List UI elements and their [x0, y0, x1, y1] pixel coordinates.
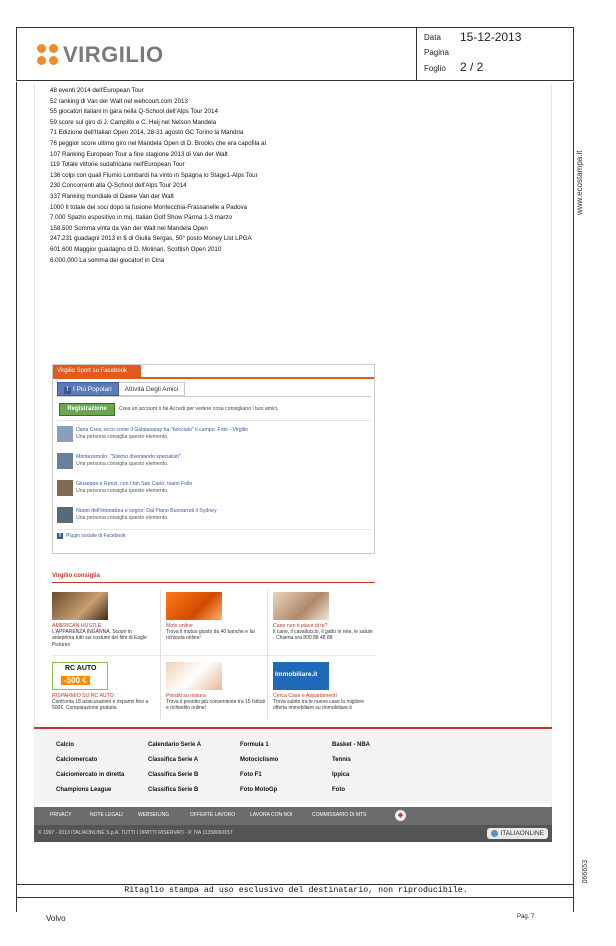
- promo-image[interactable]: [166, 662, 222, 690]
- fact-item: 1000 Il totale dei soci dopo la fusione Montecchia-Frassanelle a Padova: [50, 203, 248, 211]
- promo-title[interactable]: Moto online: [166, 623, 193, 629]
- bottom-link[interactable]: LAVORA CON NOI: [250, 812, 293, 818]
- logo-cell: [17, 28, 417, 80]
- fact-item: 158.500 Somma vinta da Van der Walt nel Mandela Open: [50, 224, 208, 232]
- foglio-label: Foglio: [424, 64, 446, 73]
- fact-item: 48 eventi 2014 dell'European Tour: [50, 87, 144, 94]
- footer-link[interactable]: Calciomercato: [56, 757, 98, 763]
- tab-popular[interactable]: [57, 382, 119, 396]
- tab-popular-label: I Più Popolari: [73, 386, 112, 393]
- facts-list: [50, 86, 266, 266]
- virgilio-logo: [37, 42, 164, 68]
- footer-link[interactable]: Calendario Serie A: [148, 742, 202, 748]
- immobiliare-logo[interactable]: [273, 662, 329, 690]
- promo-title[interactable]: AMERICAN HUSTLE: [52, 623, 102, 629]
- promo-image[interactable]: [166, 592, 222, 620]
- footer-link[interactable]: Calciomercato in diretta: [56, 772, 125, 778]
- facebook-icon: f: [57, 533, 63, 539]
- fact-item: 76 peggior score ultimo giro nel Mandela Open di D. Brooks che era capofila al: [50, 139, 266, 147]
- facebook-item[interactable]: [57, 480, 357, 502]
- side-code: 066653: [582, 860, 589, 884]
- promo-text: Il cane, il cavalluccio, il gatto in rete, le salute · Chiama ora 800 88 48 88: [273, 629, 373, 642]
- facebook-item[interactable]: [57, 453, 357, 475]
- footer-link[interactable]: Ippica: [332, 772, 350, 778]
- item-thumbnail: [57, 507, 73, 523]
- divider: [52, 655, 375, 656]
- disclaimer-text: Ritaglio stampa ad uso esclusivo del destinatario, non riproducibile.: [124, 886, 468, 895]
- divider: [57, 529, 371, 530]
- foglio-value: 2 / 2: [460, 60, 484, 74]
- facebook-item[interactable]: [57, 507, 357, 529]
- rc-auto-amount: -500 €: [61, 676, 90, 685]
- footer-link[interactable]: Calcio: [56, 742, 75, 748]
- rc-auto-image[interactable]: [52, 662, 108, 690]
- item-sub: Una persona consiglia questo elemento.: [76, 515, 169, 521]
- promo-item[interactable]: [273, 592, 373, 642]
- fact-item: 59 score sul giro di J. Campillo e C. Heij nel Nelson Mandela: [50, 118, 217, 126]
- facebook-item[interactable]: [57, 426, 357, 448]
- fact-item: 52 ranking di Van der Walt nel webcourt.com 2013: [50, 97, 188, 105]
- data-label: Data: [424, 33, 441, 42]
- facebook-title-underline: [53, 377, 374, 379]
- promo-item[interactable]: [273, 662, 373, 712]
- promo-item[interactable]: [52, 592, 152, 648]
- rc-auto-label: RC AUTO: [65, 665, 97, 672]
- promo-text: Confronta 18 assicurazioni e risparmi fino a 500€. Comparazione gratuita: [52, 699, 149, 712]
- promo-text: Trova subito tra le nuove case la migliore offerta immobiliare su Immobiliare.it: [273, 699, 364, 712]
- side-url: www.ecostampa.it: [575, 150, 584, 215]
- virgilio-logo-icon: [37, 44, 59, 66]
- copyright-bar: [34, 825, 552, 842]
- register-text: Crea un account o fai Accedi per vedere cosa consigliano i tuoi amici.: [119, 406, 279, 412]
- footer-link[interactable]: Tennis: [332, 757, 351, 763]
- footer-link[interactable]: Classifica Serie B: [148, 772, 199, 778]
- facebook-plugin-footer[interactable]: [57, 533, 125, 539]
- footer-link[interactable]: Motociclismo: [240, 757, 279, 763]
- immobiliare-label: Immobiliare.it: [275, 671, 318, 678]
- fact-item: 55 giocatori italiani in gara nella Q-School dell'Alps Tour 2014: [50, 108, 218, 116]
- bottom-link[interactable]: WEBSEILING: [138, 812, 170, 818]
- item-title[interactable]: Nuoto dell'intonatura e sogno: Dal Piano Buonarroti il Sydney: [76, 508, 217, 514]
- promo-image[interactable]: [52, 592, 108, 620]
- fact-item: 107 Ranking European Tour a fine stagione 2013 di Van der Walt: [50, 150, 228, 158]
- fact-item: 6.000.000 La somma dei giocatori in Cina: [50, 256, 165, 264]
- tab-friends-activity[interactable]: Attività Degli Amici: [119, 382, 185, 396]
- bottom-link[interactable]: NOTE LEGALI: [90, 812, 123, 818]
- fact-item: 247.231 guadagni 2013 in $ di Giulia Sergas, 50° posto Money List LPGA: [50, 235, 252, 243]
- footer-link[interactable]: Classifica Serie A: [148, 757, 199, 763]
- promo-title[interactable]: Cane non ti piace di te?: [273, 623, 328, 629]
- facebook-icon: f: [64, 387, 71, 394]
- divider: [16, 898, 17, 912]
- promo-text: Trova il mutuo giusto da 40 banche e fai richiesta online!: [166, 629, 255, 642]
- fact-item: 230 Concorrenti alla Q-School dell'Alps Tour 2014: [50, 182, 187, 190]
- shield-icon[interactable]: ◆: [395, 810, 406, 821]
- promo-title[interactable]: Prestiti su misura: [166, 693, 206, 699]
- facebook-tabs: [57, 382, 185, 396]
- register-button[interactable]: Registrazione: [59, 403, 115, 416]
- fact-item: 7.000 Spazio espositivo in mq. Italian Golf Show Parma 1-3 marzo: [50, 214, 232, 222]
- footer-link[interactable]: Basket - NBA: [332, 742, 371, 748]
- italiaonline-logo[interactable]: [487, 828, 548, 839]
- promo-item[interactable]: [52, 662, 152, 712]
- bottom-nav-bar: [34, 807, 552, 825]
- italiaonline-icon: [491, 830, 498, 837]
- divider: [267, 589, 268, 719]
- consiglia-underline: [52, 582, 375, 583]
- promo-item[interactable]: [166, 662, 266, 712]
- promo-image[interactable]: [273, 592, 329, 620]
- item-sub: Una persona consiglia questo elemento.: [76, 488, 169, 494]
- fact-item: 136 colpi con quali Flumio Lombardi ha vinto in Spagna lo Stage1-Alps Tour: [50, 171, 258, 179]
- promo-text: L'APPARENZA INGANNA. Scopri in anteprima tutti sui costumi del film di Eagle Pictures: [52, 629, 147, 648]
- pagina-label: Pagina: [424, 48, 449, 57]
- consiglia-title: Virgilio consiglia: [52, 573, 100, 579]
- divider: [573, 898, 574, 912]
- document-header: [16, 27, 574, 81]
- page-number: Pag. 7: [517, 914, 535, 920]
- promo-title[interactable]: RISPARMIO SU RC AUTO: [52, 693, 114, 699]
- bottom-link[interactable]: OFFERTE LAVORO: [190, 812, 236, 818]
- brand-name: VIRGILIO: [63, 42, 164, 67]
- plugin-label: Plugin sociale di Facebook: [66, 533, 126, 539]
- italiaonline-label: ITALIAONLINE: [500, 830, 544, 837]
- footer-links: [34, 729, 552, 803]
- promo-item[interactable]: [166, 592, 266, 642]
- item-title[interactable]: Dana Crea, ecco come il Galatasaray ha "bocciato" il campo. Foto - Virgilio: [76, 427, 248, 433]
- fact-item: 71 Edizione dell'Italian Open 2014, 28-31 agosto GC Torino la Mandria: [50, 129, 244, 137]
- document-meta: [418, 28, 574, 80]
- data-value: 15-12-2013: [460, 30, 522, 44]
- footer-link[interactable]: Foto F1: [240, 772, 262, 778]
- divider: [57, 420, 371, 421]
- tab-divider: [57, 396, 371, 397]
- item-thumbnail: [57, 480, 73, 496]
- disclaimer-box: [16, 884, 574, 898]
- footer-link[interactable]: Classifica Serie B: [148, 787, 199, 793]
- fact-item: 337 Ranking mondiale di Dawie Van der Walt: [50, 192, 174, 200]
- promo-text: Trova il prestito più conveniente tra 15 Istituti e richiedilo online!: [166, 699, 266, 712]
- facebook-widget-title: Virgilio Sport su Facebook: [53, 365, 141, 377]
- footer-link[interactable]: Foto MotoGp: [240, 787, 278, 793]
- footer-link[interactable]: Formula 1: [240, 742, 269, 748]
- bottom-link[interactable]: COMMISSARIO DI MTS: [312, 812, 367, 818]
- divider: [160, 589, 161, 719]
- client-name: Volvo: [46, 914, 66, 923]
- item-title[interactable]: Giuseppe e Renzi, con i fan San Carlo: Isami Folle: [76, 481, 193, 487]
- footer-link[interactable]: Foto: [332, 787, 345, 793]
- facebook-widget: [52, 364, 375, 554]
- item-thumbnail: [57, 426, 73, 442]
- fact-item: 601.600 Maggior guadagno di D. Molinari, Scottish Open 2010: [50, 245, 222, 253]
- item-title[interactable]: Montezemolo: "Stiamo diventando specialisti": [76, 454, 181, 460]
- fact-item: 119 Totale vittorie sudafricane nell'European Tour: [50, 161, 185, 169]
- item-thumbnail: [57, 453, 73, 469]
- footer-link[interactable]: Champions League: [56, 787, 112, 793]
- promo-title[interactable]: Cerca Case e Appartamenti: [273, 693, 337, 699]
- bottom-link[interactable]: PRIVACY: [50, 812, 72, 818]
- item-sub: Una persona consiglia questo elemento.: [76, 461, 169, 467]
- item-sub: Una persona consiglia questo elemento.: [76, 434, 169, 440]
- copyright-text: © 1997 - 2013 ITALIAONLINE S.p.A. TUTTI I DIRITTI RISERVATI - P. IVA 11358060157: [38, 830, 233, 836]
